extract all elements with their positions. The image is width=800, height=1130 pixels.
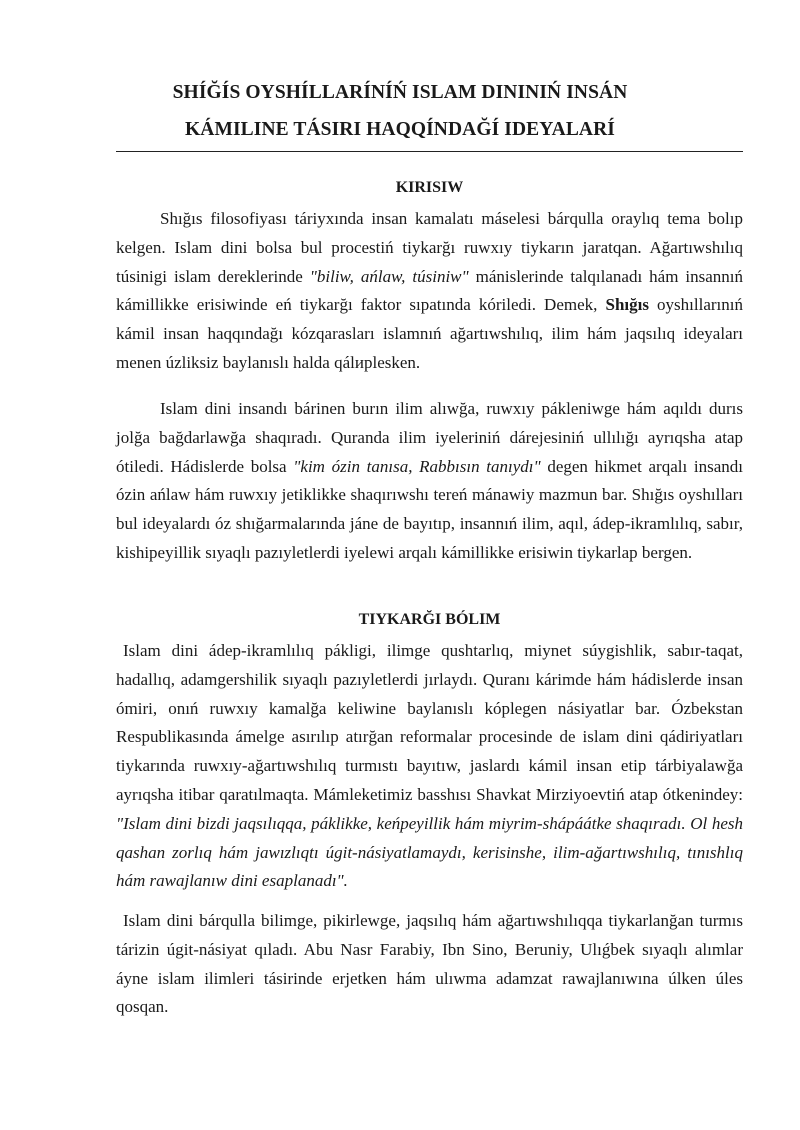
p1-text-b: mánislerinde talqılanadı hám insannıń kámillikke erisiwinde eń tiykarğı faktor sıpatında kóriledi. Demek, — [116, 266, 744, 315]
title-line-2: KÁMILINE TÁSIRI HAQQÍNDAĞÍ IDEYALARÍ — [185, 119, 615, 140]
paper-title — [116, 74, 684, 148]
p2-quote: "kim ózin tanısa, Rabbısın tanıydı" — [293, 456, 541, 476]
paragraph-3 — [116, 637, 743, 896]
p4-text-a: Islam dini bárqulla bilimge, pikirlewge, jaqsılıq hám ağartıwshılıqqa tiykarlanğan turmıs tárizin úgit-násiyat qıladı. Abu Nasr Farabiy, Ibn Sino, Beruniy, Ulıǵbek sıyaqlı alımlar áyne islam ilimleri tásirinde erjetken hám ulıwma adamzat rawajlanıwına úlken úles qosqan. — [116, 911, 743, 1017]
p2-text-b: degen hikmet arqalı insandı ózin ańlaw hám ruwxıy jetiklikke shaqırıwshı tereń mánawiy mazmun bar. Shığıs oyshılları bul ideyalardı óz shığarmalarında jáne de bayıtıp, insannıń ilim, aqıl, ádep-ikramlılıq, sabır, kishipeyillik sıyaqlı pazıyletlerdi iyelewi arqalı kámillikke erisiwin tiykarlap bergen. — [116, 456, 743, 562]
paragraph-2 — [116, 395, 743, 568]
p3-quote: "Islam dini bizdi jaqsılıqqa, páklikke, keńpeyillik hám miyrim-shápáátke shaqıradı. Ol hesh qashan zorlıq hám jawızlıqtı úgit-násiyatlamaydı, kerisinshe, ilim-ağartıwshılıq, tınıshlıq hám rawajlanıw dini esaplanadı". — [116, 813, 743, 891]
title-line-1: SHÍĞÍS OYSHÍLLARÍNÍŃ ISLAM DININIŃ INSÁN — [172, 82, 628, 103]
paragraph-1 — [116, 205, 743, 378]
section-heading-introduction: KIRISIW — [395, 179, 464, 196]
p1-bold-term: Shığıs — [605, 295, 649, 315]
p1-quote: "biliw, ańlaw, túsiniw" — [309, 266, 469, 286]
title-divider — [116, 151, 743, 152]
p1-text-c: oyshıllarınıń kámil insan haqqındağı kózqarasları islamnıń ağartıwshılıq, ilim hám jaqsılıq ideyaları menen úzliksiz baylanıslı halda qálиplesken. — [116, 295, 743, 372]
p3-text-a: Islam dini ádep-ikramlılıq pákligi, ilimge qushtarlıq, miynet súygishlik, sabır-taqat, hadallıq, adamgershilik sıyaqlı pazıyletlerdi jırlaydı. Quranı kárimde hám hádislerde insan ómiri, onıń ruwxıy kamalğa keliwine baylanıslı kóplegen násiyatlar bar. Ózbekstan Respublikasında ámelge asırılıp atırğan reformalar procesinde de islam dini qádiriyatları tiykarında ruwxıy-ağartıwshılıq turmıstı bayıtıw, jaslardı kámil insan etip tárbiyalawğa ayrıqsha itibar qaratılmaqta. Mámleketimiz basshısı Shavkat Mirziyoevtiń atap ótkenindey: — [116, 641, 743, 804]
section-heading-main-part: TIYKARĞI BÓLIM — [358, 611, 501, 628]
paragraph-4 — [116, 907, 743, 1022]
p2-text-a: Islam dini insandı bárinen burın ilim alıwğa, ruwxıy pákleniwge hám aqıldı durıs jolğa bağdarlawğa shaqıradı. Quranda ilim iyeleriniń dárejesiniń ullılığı ayrıqsha atap ótiledi. Hádislerde bolsa — [116, 399, 743, 476]
p1-text-a: Shığıs filosofiyası táriyxında insan kamalatı máselesi bárqulla oraylıq tema bolıp kelgen. Islam dini bolsa bul procestiń tiykarğı ruwxıy tiykarın jaratqan. Ağartıwshılıq túsinigi islam dereklerinde — [116, 209, 743, 286]
